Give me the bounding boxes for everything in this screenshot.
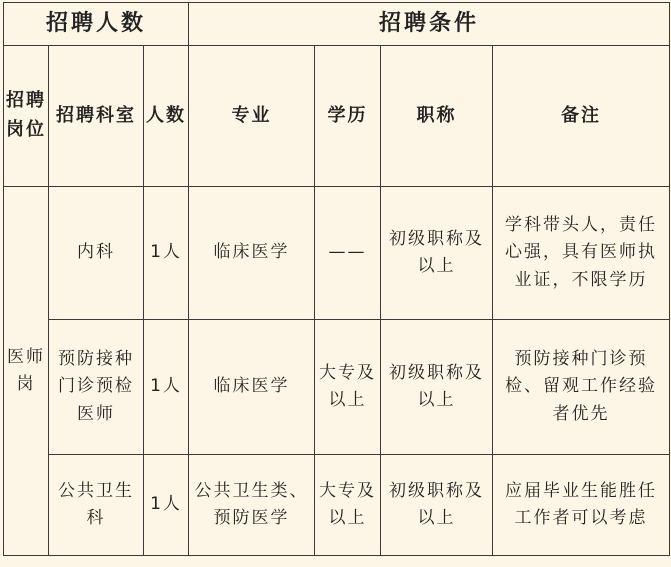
education-cell: 大专及以上 bbox=[315, 455, 381, 556]
header-recruit-conditions: 招聘条件 bbox=[189, 3, 670, 46]
major-cell: 临床医学 bbox=[189, 187, 315, 320]
department-cell: 公共卫生科 bbox=[49, 455, 144, 556]
count-cell: 1人 bbox=[144, 455, 189, 556]
education-cell: —— bbox=[315, 187, 381, 320]
header-recruit-count: 招聘人数 bbox=[4, 3, 189, 46]
table-row bbox=[4, 320, 670, 455]
title-cell: 初级职称及以上 bbox=[381, 187, 493, 320]
education-cell: 大专及以上 bbox=[315, 320, 381, 455]
position-cell: 医师岗 bbox=[4, 187, 49, 556]
count-cell: 1人 bbox=[144, 187, 189, 320]
column-header-row bbox=[4, 46, 670, 187]
title-cell: 初级职称及以上 bbox=[381, 320, 493, 455]
column-header-department: 招聘科室 bbox=[49, 46, 144, 187]
remarks-cell: 应届毕业生能胜任工作者可以考虑 bbox=[493, 455, 670, 556]
department-cell: 预防接种门诊预检医师 bbox=[49, 320, 144, 455]
table-row bbox=[4, 187, 670, 320]
column-header-education: 学历 bbox=[315, 46, 381, 187]
department-cell: 内科 bbox=[49, 187, 144, 320]
remarks-cell: 学科带头人，责任心强，具有医师执业证，不限学历 bbox=[493, 187, 670, 320]
title-cell: 初级职称及以上 bbox=[381, 455, 493, 556]
column-header-count: 人数 bbox=[144, 46, 189, 187]
header-group-row bbox=[4, 3, 670, 46]
column-header-position: 招聘岗位 bbox=[4, 46, 49, 187]
count-cell: 1人 bbox=[144, 320, 189, 455]
column-header-major: 专业 bbox=[189, 46, 315, 187]
recruitment-table bbox=[3, 2, 670, 556]
major-cell: 临床医学 bbox=[189, 320, 315, 455]
column-header-remarks: 备注 bbox=[493, 46, 670, 187]
major-cell: 公共卫生类、预防医学 bbox=[189, 455, 315, 556]
column-header-title: 职称 bbox=[381, 46, 493, 187]
table-row bbox=[4, 455, 670, 556]
remarks-cell: 预防接种门诊预检、留观工作经验者优先 bbox=[493, 320, 670, 455]
